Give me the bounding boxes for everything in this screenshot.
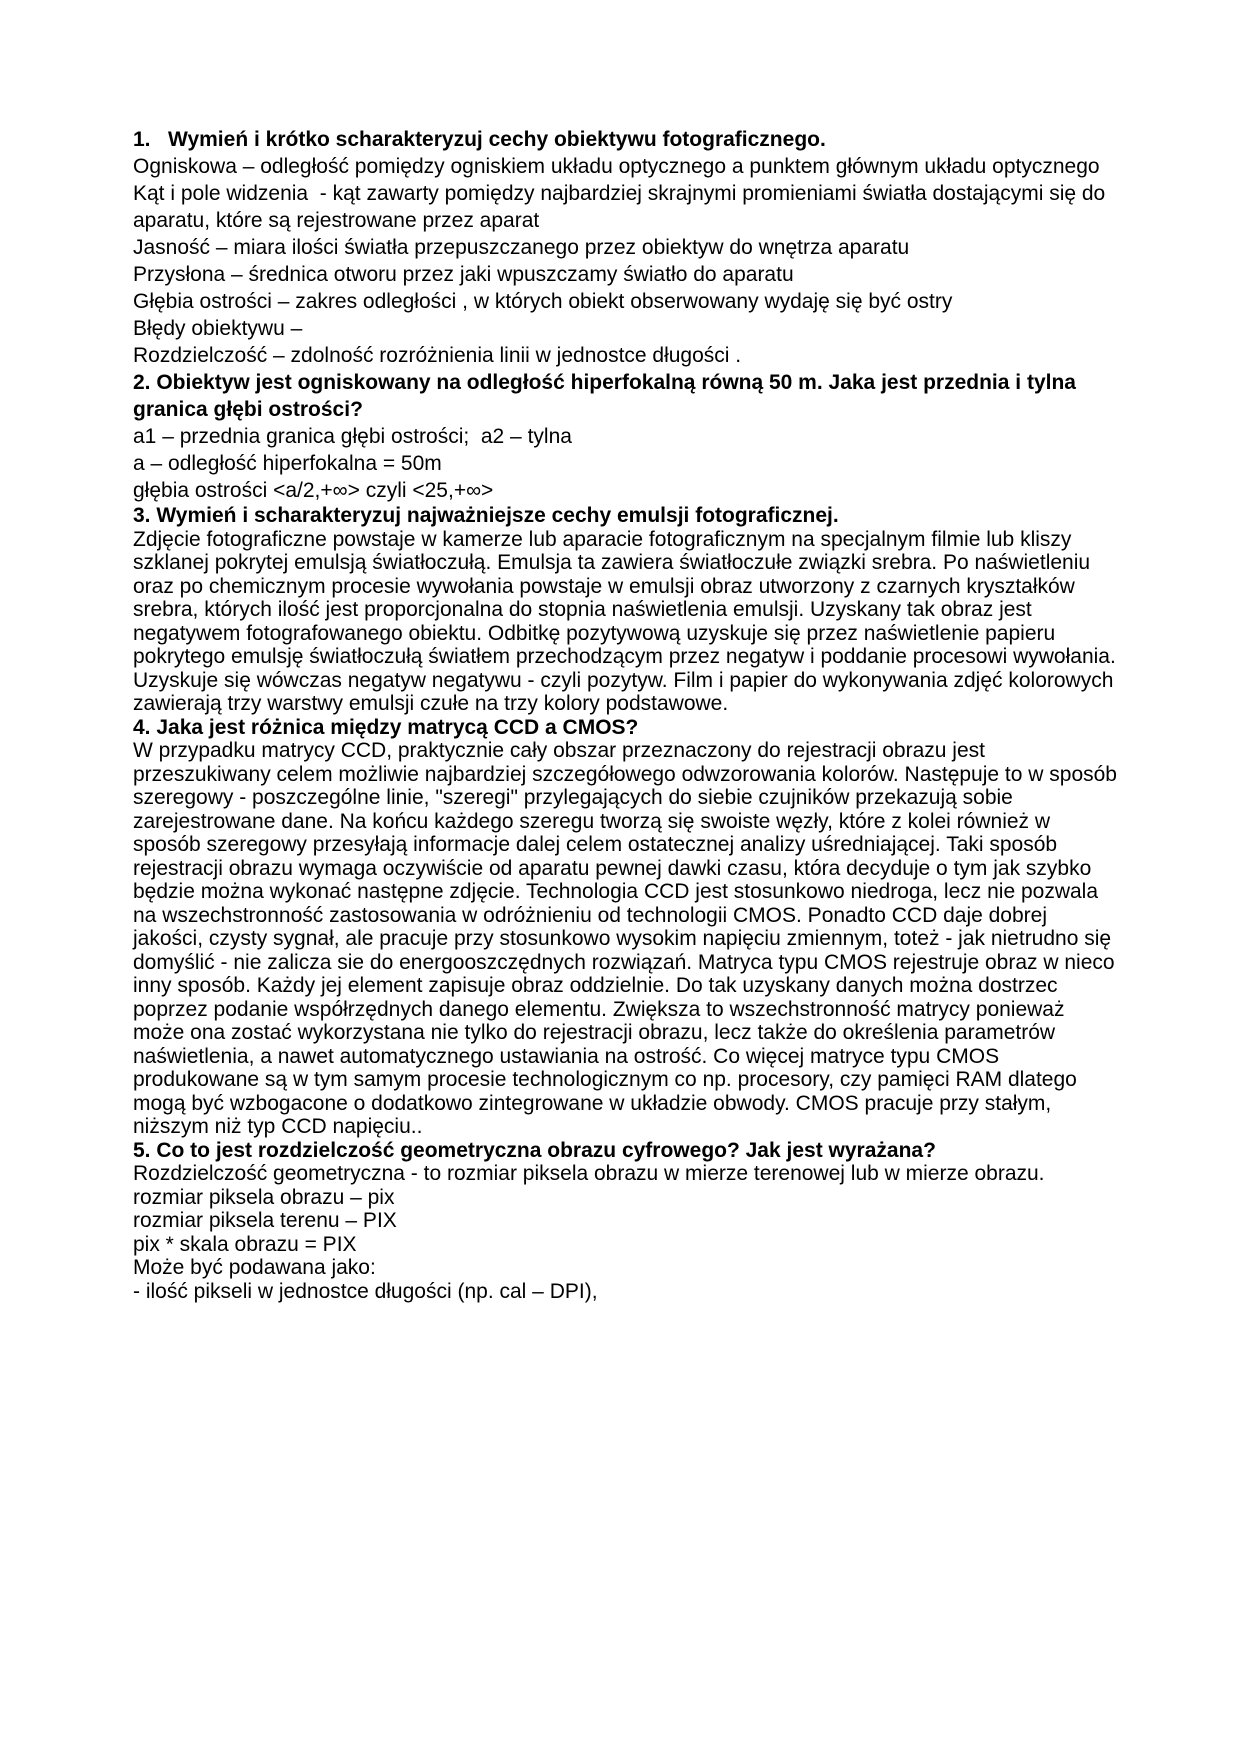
- section-question-3: [133, 504, 1122, 716]
- answer-line: a1 – przednia granica głębi ostrości; a2 – tylna: [133, 425, 572, 448]
- answer-line: rozmiar piksela obrazu – pix: [133, 1185, 395, 1209]
- question-2-heading: 2. Obiektyw jest ogniskowany na odległość hiperfokalną równą 50 m. Jaka jest przednia i tylna granica głębi ostrości?: [133, 371, 1082, 421]
- answer-line: a – odległość hiperfokalna = 50m: [133, 452, 442, 475]
- question-3-heading: 3. Wymień i scharakteryzuj najważniejsze cechy emulsji fotograficznej.: [133, 504, 839, 527]
- question-1-heading: 1. Wymień i krótko scharakteryzuj cechy obiektywu fotograficznego.: [133, 128, 826, 151]
- section-question-4: [133, 716, 1122, 1139]
- section-question-1: [133, 126, 1122, 369]
- answer-line: Rozdzielczość – zdolność rozróżnienia linii w jednostce długości .: [133, 344, 742, 367]
- answer-line: Może być podawana jako:: [133, 1256, 376, 1279]
- answer-line: rozmiar piksela terenu – PIX: [133, 1209, 397, 1232]
- answer-line: Kąt i pole widzenia - kąt zawarty pomiędzy najbardziej skrajnymi promieniami światła dostającymi się do aparatu, które są rejestrowane przez aparat: [133, 182, 1112, 232]
- answer-paragraph: Zdjęcie fotograficzne powstaje w kamerze lub aparacie fotograficznym na specjalnym filmie lub kliszy szklanej pokrytej emulsją światłoczułą. Emulsja ta zawiera światłoczułe związki srebra. Po naświetleniu oraz po chemicznym procesie wywołania powstaje w emulsji obraz utworzony z czarnych kryształków srebra, których ilość jest proporcjonalna do stopnia naświetlenia emulsji. Uzyskany tak obraz jest negatywem fotografowanego obiektu. Odbitkę pozytywową uzyskuje się przez naświetlenie papieru pokrytego emulsję światłoczułą światłem przechodzącym przez negatyw i poddanie procesowi wywołania. Uzyskuje się wówczas negatyw negatywu - czyli pozytyw. Film i papier do wykonywania zdjęć kolorowych zawierają trzy warstwy emulsji czułe na trzy kolory podstawowe.: [133, 527, 1122, 715]
- answer-paragraph: W przypadku matrycy CCD, praktycznie cały obszar przeznaczony do rejestracji obrazu jest przeszukiwany celem możliwie najbardziej szczegółowego odwzorowania kolorów. Następuje to w sposób szeregowy - poszczególne linie, "szeregi" przylegających do siebie czujników przekazują sobie zarejestrowane dane. Na końcu każdego szeregu tworzą się swoiste węzły, które z kolei również w sposób szeregowy przesyłają informacje dalej celem ostatecznej analizy uśredniającej. Taki sposób rejestracji obrazu wymaga oczywiście od aparatu pewnej dawki czasu, która decyduje o tym jak szybko będzie można wykonać następne zdjęcie. Technologia CCD jest stosunkowo niedroga, lecz nie pozwala na wszechstronność zastosowania w odróżnieniu od technologii CMOS. Ponadto CCD daje dobrej jakości, czysty sygnał, ale pracuje przy stosunkowo wysokim napięciu zmiennym, toteż - jak nietrudno się domyślić - nie zalicza sie do energooszczędnych rozwiązań. Matryca typu CMOS rejestruje obraz w nieco inny sposób. Każdy jej element zapisuje obraz oddzielnie. Do tak uzyskany danych można dostrzec poprzez podanie współrzędnych danego elementu. Zwiększa to wszechstronność matrycy ponieważ może ona zostać wykorzystana nie tylko do rejestracji obrazu, lecz także do określenia parametrów naświetlenia, a nawet automatycznego ustawiania na ostrość. Co więcej matryce typu CMOS produkowane są w tym samym procesie technologicznym co np. procesory, czy pamięci RAM dlatego mogą być wzbogacone o dodatkowo zintegrowane w układzie obwody. CMOS pracuje przy stałym, niższym niż typ CCD napięciu..: [133, 739, 1123, 1138]
- section-question-2: [133, 369, 1122, 504]
- section-question-5: [133, 1139, 1122, 1304]
- answer-line: - ilość pikseli w jednostce długości (np. cal – DPI),: [133, 1279, 598, 1303]
- question-5-heading: 5. Co to jest rozdzielczość geometryczna obrazu cyfrowego? Jak jest wyrażana?: [133, 1138, 936, 1162]
- answer-line: Rozdzielczość geometryczna - to rozmiar piksela obrazu w mierze terenowej lub w mierze obrazu.: [133, 1162, 1045, 1185]
- answer-line: Jasność – miara ilości światła przepuszczanego przez obiektyw do wnętrza aparatu: [133, 236, 910, 259]
- question-4-heading: 4. Jaka jest różnica między matrycą CCD a CMOS?: [133, 715, 639, 739]
- answer-line: Przysłona – średnica otworu przez jaki wpuszczamy światło do aparatu: [133, 263, 794, 286]
- answer-line: pix * skala obrazu = PIX: [133, 1232, 357, 1256]
- answer-line: Głębia ostrości – zakres odległości , w których obiekt obserwowany wydaję się być ostry: [133, 290, 953, 313]
- answer-line: głębia ostrości <a/2,+∞> czyli <25,+∞>: [133, 479, 494, 502]
- answer-line: Błędy obiektywu –: [133, 317, 303, 340]
- answer-line: Ogniskowa – odległość pomiędzy ogniskiem układu optycznego a punktem głównym układu optycznego: [133, 155, 1100, 178]
